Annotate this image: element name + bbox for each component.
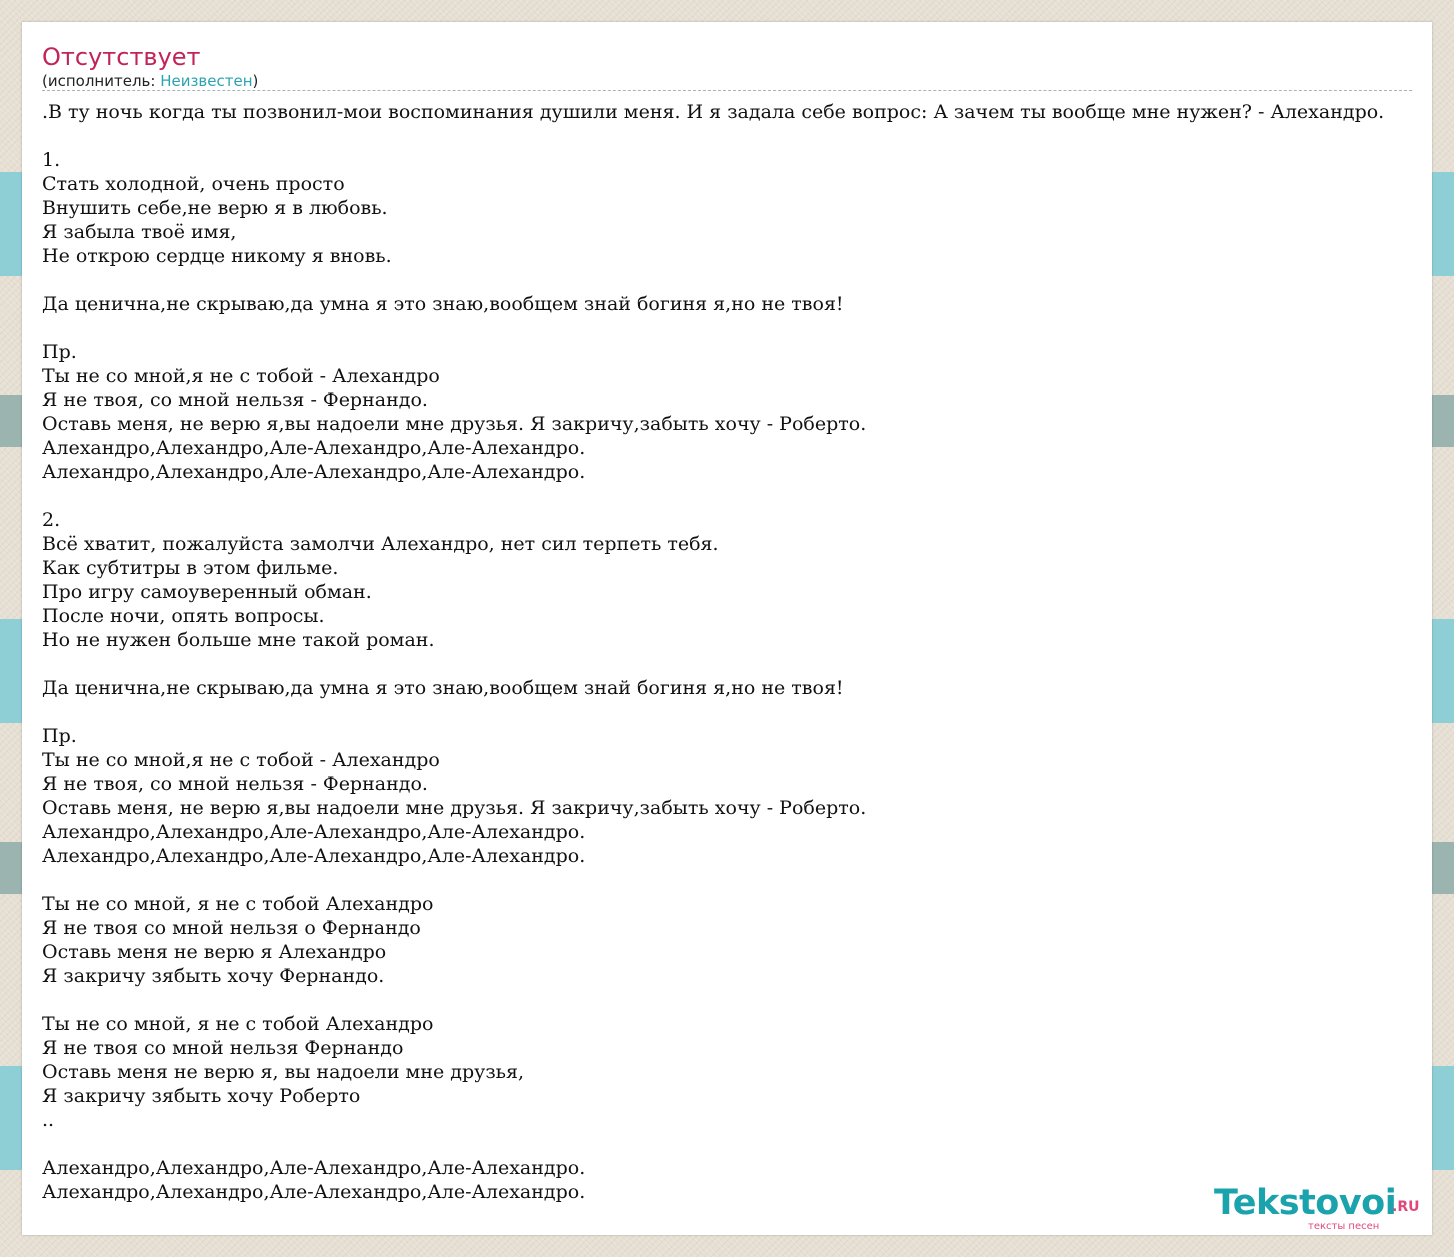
lyrics-text: .В ту ночь когда ты позвонил-мои воспоминания душили меня. И я задала себе вопрос: А зачем ты вообще мне нужен? - Алехандро. 1. Стать холодной, очень просто Внушить себе,не верю я в любовь. Я забыла твоё имя, Не открою сердце никому я вновь. Да ценична,не скрываю,да умна я это знаю,вообщем знай богиня я,но не твоя! Пр. Ты не со мной,я не с тобой - Алехандро Я не твоя, со мной нельзя - Фернандо. Оставь меня, не верю я,вы надоели мне друзья. Я закричу,забыть хочу - Роберто. Алехандро,Алехандро,Але-Алехандро,Але-Алехандро. Алехандро,Алехандро,Але-Алехандро,Але-Алехандро. 2. Всё хватит, пожалуйста замолчи Алехандро, нет сил терпеть тебя. Как субтитры в этом фильме. Про игру самоуверенный обман. После ночи, опять вопросы. Но не нужен больше мне такой роман. Да ценична,не скрываю,да умна я это знаю,вообщем знай богиня я,но не твоя! Пр. Ты не со мной,я не с тобой - Алехандро Я не твоя, со мной нельзя - Фернандо. Оставь меня, не верю я,вы надоели мне друзья. Я закричу,забыть хочу - Роберто. Алехандро,Алехандро,Але-Алехандро,Але-Алехандро. Алехандро,Алехандро,Але-Алехандро,Але-Алехандро. Ты не со мной, я не с тобой Алехандро Я не твоя со мной нельзя о Фернандо Оставь меня не верю я Алехандро Я закричу зябыть хочу Фернандо. Ты не со мной, я не с тобой Алехандро Я не твоя со мной нельзя Фернандо Оставь меня не верю я, вы надоели мне друзья, Я закричу зябыть хочу Роберто .. Алехандро,Алехандро,Але-Алехандро,Але-Алехандро. Алехандро,Алехандро,Але-Алехандро,Але-Алехандро. <box>42 101 1385 1203</box>
artist-link[interactable]: Неизвестен <box>160 72 253 90</box>
lyrics-card <box>22 22 1432 1235</box>
artist-suffix: ) <box>252 72 259 90</box>
logo-subtitle: тексты песен <box>1308 1221 1380 1232</box>
tekstovoi-logo[interactable] <box>1214 1183 1424 1233</box>
logo-domain: .RU <box>1392 1199 1420 1215</box>
logo-wordmark: Tekstovoi <box>1214 1183 1397 1223</box>
artist-line <box>42 72 1412 90</box>
song-header <box>42 42 1412 91</box>
artist-prefix: (исполнитель: <box>42 72 161 90</box>
song-title: Отсутствует <box>42 43 201 71</box>
